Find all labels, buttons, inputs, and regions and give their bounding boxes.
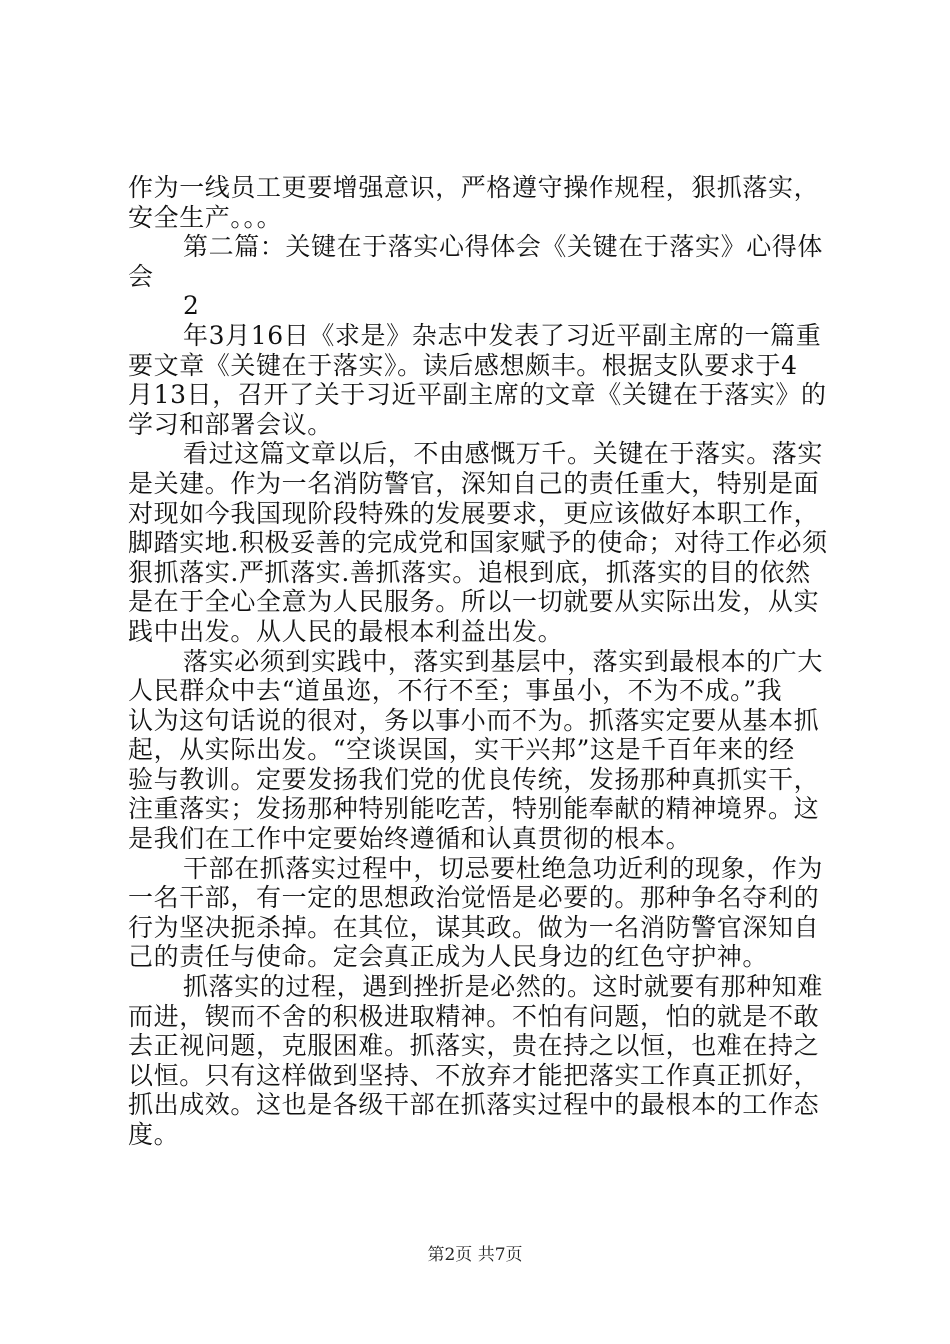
text-line: 脚踏实地.积极妥善的完成党和国家赋予的使命；对待工作必须 <box>128 528 828 558</box>
paragraph-start: 抓落实的过程，遇到挫折是必然的。这时就要有那种知难 <box>183 972 824 1002</box>
text-line: 起，从实际出发。“空谈误国，实干兴邦”这是千百年来的经 <box>128 735 795 765</box>
text-line: 去正视问题，克服困难。抓落实，贵在持之以恒，也难在持之 <box>128 1031 820 1061</box>
section-heading: 第二篇：关键在于落实心得体会《关键在于落实》心得体 <box>183 232 824 262</box>
section-heading-continuation: 会 <box>128 261 154 291</box>
text-line: 是关建。作为一名消防警官，深知自己的责任重大，特别是面 <box>128 468 820 498</box>
text-line: 月13日，召开了关于习近平副主席的文章《关键在于落实》的 <box>128 380 827 410</box>
text-line: 要文章《关键在于落实》。读后感想颇丰。根据支队要求于4 <box>128 350 798 380</box>
text-line: 狠抓落实.严抓落实.善抓落实。追根到底，抓落实的目的依然 <box>128 557 811 587</box>
text-line: 一名干部，有一定的思想政治觉悟是必要的。那种争名夺利的 <box>128 883 820 913</box>
text-line: 年3月16日《求是》杂志中发表了习近平副主席的一篇重 <box>183 320 822 350</box>
text-line: 安全生产。。。 <box>128 202 283 232</box>
text-line: 以恒。只有这样做到坚持、不放弃才能把落实工作真正抓好， <box>128 1060 820 1090</box>
text-line: 作为一线员工更要增强意识，严格遵守操作规程，狠抓落实， <box>128 173 820 202</box>
text-line: 认为这句话说的很对，务以事小而不为。抓落实定要从基本抓 <box>128 705 820 735</box>
text-line: 践中出发。从人民的最根本利益出发。 <box>128 616 564 646</box>
text-line: 而进，锲而不舍的积极进取精神。不怕有问题，怕的就是不敢 <box>128 1001 820 1031</box>
page-number-footer: 第2页 共7页 <box>427 1245 523 1265</box>
text-line: 对现如今我国现阶段特殊的发展要求，更应该做好本职工作， <box>128 498 820 528</box>
text-line: 是我们在工作中定要始终遵循和认真贯彻的根本。 <box>128 824 692 854</box>
text-line: 度。 <box>128 1120 180 1149</box>
text-line: 验与教训。定要发扬我们党的优良传统，发扬那种真抓实干， <box>128 764 820 794</box>
document-body <box>128 173 840 1150</box>
text-line: 注重落实；发扬那种特别能吃苦，特别能奉献的精神境界。这 <box>128 794 820 824</box>
paragraph-start: 落实必须到实践中，落实到基层中，落实到最根本的广大 <box>183 646 824 676</box>
text-line: 行为坚决扼杀掉。在其位，谋其政。做为一名消防警官深知自 <box>128 912 820 942</box>
text-line: 己的责任与使命。定会真正成为人民身边的红色守护神。 <box>128 942 769 972</box>
paragraph-start: 干部在抓落实过程中，切忌要杜绝急功近利的现象，作为 <box>183 853 824 883</box>
text-line: 人民群众中去“道虽迩，不行不至；事虽小，不为不成。”我 <box>128 676 783 706</box>
text-line: 是在于全心全意为人民服务。所以一切就要从实际出发，从实 <box>128 587 820 617</box>
paragraph-start: 看过这篇文章以后，不由感慨万千。关键在于落实。落实 <box>183 439 824 469</box>
text-line: 2 <box>183 291 200 321</box>
text-line: 学习和部署会议。 <box>128 409 333 439</box>
text-line: 抓出成效。这也是各级干部在抓落实过程中的最根本的工作态 <box>128 1090 820 1120</box>
